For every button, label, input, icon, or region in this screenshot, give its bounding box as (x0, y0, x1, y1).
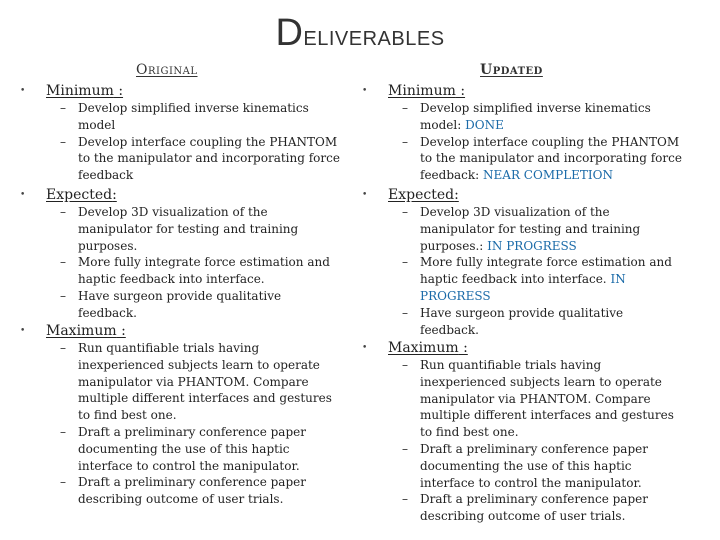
en-dash-icon: – (402, 205, 408, 219)
bullet-dot-icon: • (20, 190, 26, 200)
bullet-dot-icon: • (20, 86, 26, 96)
original-minimum-list (60, 100, 340, 184)
slide-title (0, 12, 720, 55)
bullet-dot-icon: • (362, 343, 368, 353)
original-expected-list (60, 204, 340, 322)
original-minimum-label: Minimum : (46, 83, 124, 99)
updated-minimum-label: Minimum : (388, 83, 466, 99)
list-item: – Run quantifiable trials having inexperienced subjects learn to operate manipulator via PHANTOM. Compare multiple different interfaces and gestures to find best one. (402, 358, 674, 440)
list-item: – More fully integrate force estimation and haptic feedback into interface. IN PROGRESS (402, 255, 672, 303)
list-item: – Develop 3D visualization of the manipulator for testing and training purposes. (60, 205, 299, 253)
en-dash-icon: – (402, 441, 408, 456)
en-dash-icon: – (402, 101, 408, 115)
list-item: – Have surgeon provide qualitative feedback. (60, 288, 282, 320)
list-item: – Develop interface coupling the PHANTOM to the manipulator and incorporating force feedback: NEAR COMPLETION (402, 134, 682, 183)
en-dash-icon: – (60, 134, 66, 149)
en-dash-icon: – (60, 341, 66, 355)
original-maximum-label: Maximum : (46, 323, 126, 339)
en-dash-icon: – (60, 205, 66, 219)
list-item: – Draft a preliminary conference paper describing outcome of user trials. (402, 492, 648, 524)
en-dash-icon: – (402, 305, 408, 320)
list-item: – Develop simplified inverse kinematics model: DONE (402, 101, 651, 132)
updated-maximum-label: Maximum : (388, 340, 468, 356)
title-rest: eliverables (303, 20, 445, 51)
en-dash-icon: – (60, 288, 66, 303)
bullet-dot-icon: • (20, 326, 26, 336)
status-label: DONE (465, 117, 504, 132)
list-item: – Draft a preliminary conference paper describing outcome of user trials. (60, 475, 306, 507)
en-dash-icon: – (402, 358, 408, 372)
en-dash-icon: – (60, 101, 66, 115)
bullet-dot-icon: • (362, 86, 368, 96)
bullet-dot-icon: • (362, 190, 368, 200)
status-label: IN PROGRESS (487, 238, 577, 253)
list-item: – Run quantifiable trials having inexperienced subjects learn to operate manipulator via PHANTOM. Compare multiple different interfaces and gestures to find best one. (60, 341, 332, 423)
en-dash-icon: – (402, 134, 408, 149)
list-item: – Develop 3D visualization of the manipulator for testing and training purposes.: IN PROGRESS (402, 205, 641, 253)
list-item: – Draft a preliminary conference paper documenting the use of this haptic interface to control the manipulator. (60, 424, 306, 473)
en-dash-icon: – (60, 255, 66, 270)
en-dash-icon: – (60, 475, 66, 490)
updated-heading: Updated (480, 62, 543, 78)
list-item: – Develop simplified inverse kinematics model (60, 101, 309, 132)
list-item: – More fully integrate force estimation and haptic feedback into interface. (60, 255, 330, 287)
en-dash-icon: – (60, 424, 66, 439)
updated-expected-list (402, 204, 682, 338)
title-first-letter: D (275, 12, 304, 54)
list-item: – Have surgeon provide qualitative feedback. (402, 305, 624, 337)
status-label: NEAR COMPLETION (483, 168, 613, 183)
list-item: – Develop interface coupling the PHANTOM to the manipulator and incorporating force feedback (60, 134, 340, 183)
original-expected-label: Expected: (46, 187, 117, 203)
list-item: – Draft a preliminary conference paper documenting the use of this haptic interface to control the manipulator. (402, 441, 648, 490)
updated-minimum-list (402, 100, 682, 184)
original-heading: Original (136, 62, 198, 78)
en-dash-icon: – (402, 492, 408, 507)
status-label: IN PROGRESS (420, 272, 626, 303)
en-dash-icon: – (402, 255, 408, 270)
updated-expected-label: Expected: (388, 187, 459, 203)
original-maximum-list (60, 340, 340, 508)
updated-maximum-list (402, 357, 682, 525)
